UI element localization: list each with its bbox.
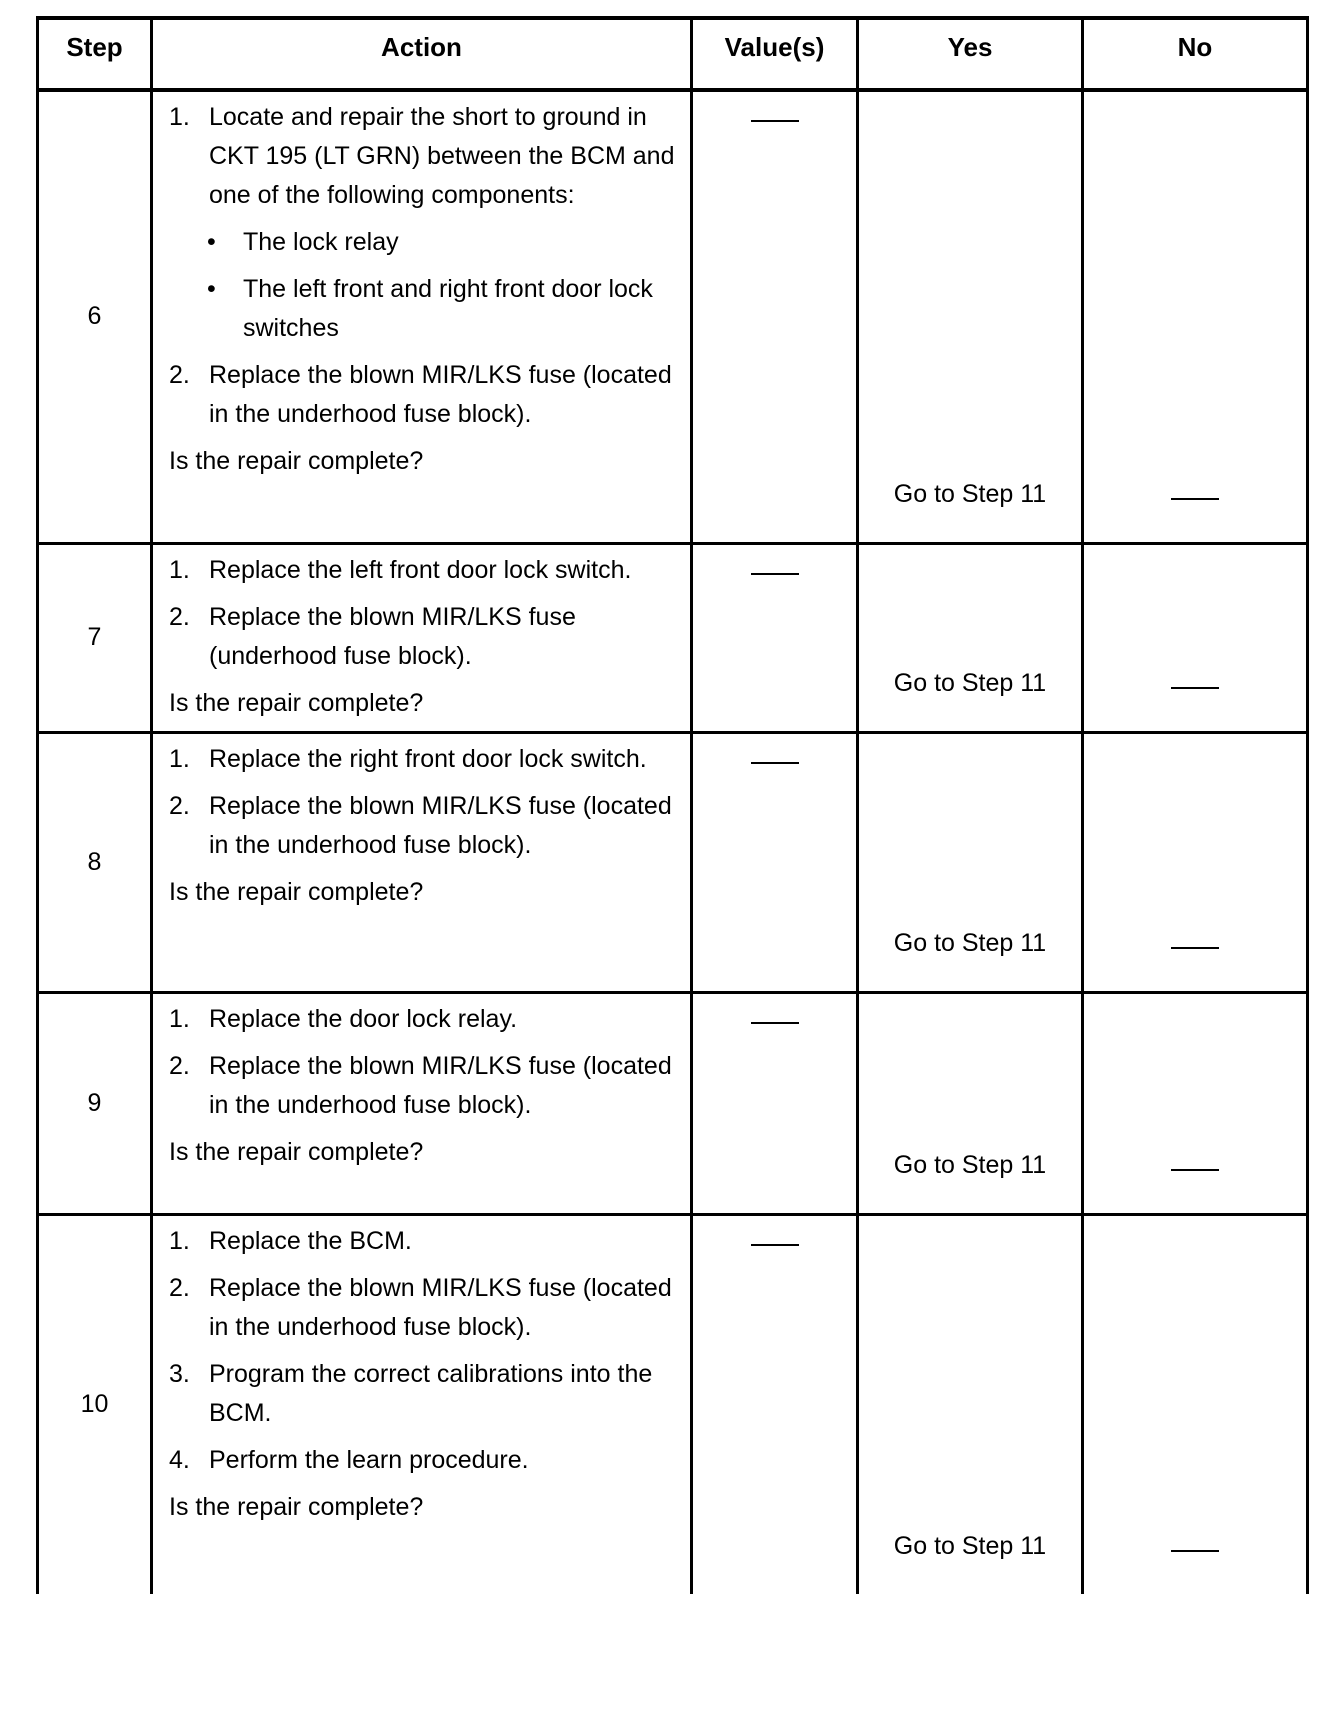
procedure-sheet [36, 16, 1306, 1712]
item-number: 1. [169, 1226, 190, 1255]
item-number: 4. [169, 1445, 190, 1474]
table-row [38, 732, 1308, 992]
item-text: Replace the left front door lock switch. [209, 555, 632, 584]
no-cell [1083, 543, 1308, 732]
step-number: 6 [38, 90, 152, 543]
list-item [169, 551, 680, 590]
list-item [169, 1441, 680, 1480]
question-text: Is the repair complete? [169, 688, 424, 717]
table-row [38, 90, 1308, 543]
diagnostic-table [36, 16, 1309, 1594]
item-number: 2. [169, 1273, 190, 1302]
value-cell [692, 732, 858, 992]
item-text: Replace the blown MIR/LKS fuse (located in the underhood fuse block). [209, 1051, 672, 1119]
step-number: 10 [38, 1214, 152, 1594]
item-text: Replace the blown MIR/LKS fuse (located in the underhood fuse block). [209, 791, 672, 859]
yes-cell: Go to Step 11 [858, 992, 1083, 1214]
value-cell [692, 1214, 858, 1594]
item-text: Perform the learn procedure. [209, 1445, 529, 1474]
list-item [169, 1047, 680, 1125]
bullet-icon: • [207, 228, 216, 256]
value-cell [692, 90, 858, 543]
blank-line [1171, 498, 1219, 500]
item-number: 1. [169, 1004, 190, 1033]
blank-line [751, 1022, 799, 1024]
yes-cell: Go to Step 11 [858, 90, 1083, 543]
header-yes: Yes [858, 18, 1083, 90]
item-number: 2. [169, 602, 190, 631]
question-text: Is the repair complete? [169, 447, 424, 475]
action-cell [152, 992, 692, 1214]
item-number: 2. [169, 361, 190, 389]
header-row [38, 18, 1308, 90]
bullet-text: The lock relay [243, 228, 399, 256]
no-cell [1083, 90, 1308, 543]
question-text: Is the repair complete? [169, 1137, 424, 1166]
yes-cell: Go to Step 11 [858, 543, 1083, 732]
list-item [169, 740, 680, 779]
item-number: 2. [169, 791, 190, 820]
blank-line [751, 1244, 799, 1246]
item-text: Replace the blown MIR/LKS fuse (located in the underhood fuse block). [209, 361, 672, 428]
header-no: No [1083, 18, 1308, 90]
bullet-item [169, 270, 680, 348]
list-item [169, 1355, 680, 1433]
step-number: 7 [38, 543, 152, 732]
item-text: Locate and repair the short to ground in CKT 195 (LT GRN) between the BCM and one of the following components: [209, 103, 675, 209]
bullet-text: The left front and right front door lock switches [243, 275, 653, 342]
blank-line [1171, 1550, 1219, 1552]
item-text: Replace the blown MIR/LKS fuse (located in the underhood fuse block). [209, 1273, 672, 1341]
action-cell [152, 90, 692, 543]
step-number: 9 [38, 992, 152, 1214]
header-step: Step [38, 18, 152, 90]
item-number: 1. [169, 103, 190, 131]
blank-line [751, 573, 799, 575]
item-number: 1. [169, 555, 190, 584]
no-cell [1083, 1214, 1308, 1594]
bullet-item [169, 223, 680, 262]
blank-line [1171, 1169, 1219, 1171]
list-item [169, 598, 680, 676]
list-item [169, 1222, 680, 1261]
table-row [38, 543, 1308, 732]
no-cell [1083, 732, 1308, 992]
blank-line [751, 120, 799, 122]
question-text: Is the repair complete? [169, 877, 424, 906]
list-item [169, 356, 680, 434]
list-item [169, 98, 680, 215]
value-cell [692, 543, 858, 732]
question-text: Is the repair complete? [169, 1492, 424, 1521]
header-values: Value(s) [692, 18, 858, 90]
list-item [169, 1000, 680, 1039]
table-row [38, 992, 1308, 1214]
item-text: Replace the right front door lock switch. [209, 744, 647, 773]
header-action: Action [152, 18, 692, 90]
item-text: Replace the BCM. [209, 1226, 412, 1255]
bullet-icon: • [207, 275, 216, 303]
item-number: 1. [169, 744, 190, 773]
value-cell [692, 992, 858, 1214]
item-text: Program the correct calibrations into the BCM. [209, 1359, 653, 1427]
item-text: Replace the door lock relay. [209, 1004, 518, 1033]
table-row [38, 1214, 1308, 1594]
item-text: Replace the blown MIR/LKS fuse (underhood fuse block). [209, 602, 576, 670]
step-number: 8 [38, 732, 152, 992]
action-cell [152, 732, 692, 992]
list-item [169, 1269, 680, 1347]
action-cell [152, 1214, 692, 1594]
no-cell [1083, 992, 1308, 1214]
blank-line [751, 762, 799, 764]
yes-cell: Go to Step 11 [858, 1214, 1083, 1594]
blank-line [1171, 687, 1219, 689]
list-item [169, 787, 680, 865]
blank-line [1171, 947, 1219, 949]
item-number: 3. [169, 1359, 190, 1388]
yes-cell: Go to Step 11 [858, 732, 1083, 992]
item-number: 2. [169, 1051, 190, 1080]
action-cell [152, 543, 692, 732]
